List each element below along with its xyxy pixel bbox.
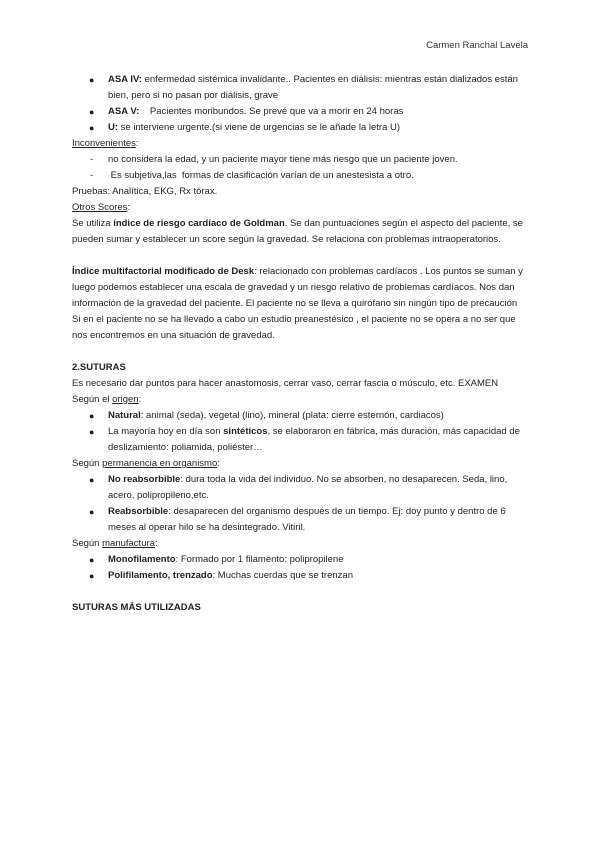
list-item-inconveniente: - Es subjetiva,las formas de clasificación varían de un anestesista a otro. <box>72 168 532 184</box>
bullet-icon: ● <box>89 571 95 581</box>
list-item-polifilamento: ● Polifilamento, trenzado: Muchas cuerdas que se trenzan <box>72 568 532 584</box>
paragraph-desk: Índice multifactorial modificado de Desk: relacionado con problemas cardíacos . Los puntos se suman y luego podemos establecer una escala de gravedad y un riesgo relativo de problemas cardíacos. Nos dan información de la gravedad del paciente. El paciente no se lleva a quirófano sin ningún tipo de precaución <box>72 266 523 309</box>
bullet-icon: ● <box>89 555 95 565</box>
bullet-icon: ● <box>89 507 95 517</box>
section-title-otros-scores: Otros Scores: <box>72 202 131 213</box>
bullet-icon: ● <box>89 107 95 117</box>
subsection-origen: Según el origen: <box>72 394 142 405</box>
pruebas-line: Pruebas: Analítica, EKG, Rx tórax. <box>72 186 218 197</box>
subsection-permanencia: Según permanencia en organismo: <box>72 458 220 469</box>
bullet-icon: ● <box>89 427 95 437</box>
list-item-asa-iv: ● ASA IV: enfermedad sistémica invalidante.. Pacientes en diálisis: mientras están dializados están bien, pero si no pasan por diálisis, grave <box>89 74 518 101</box>
bullet-icon: ● <box>89 123 95 133</box>
bullet-icon: ● <box>89 411 95 421</box>
subsection-manufactura: Según manufactura: <box>72 538 158 549</box>
paragraph-goldman: Se utiliza índice de riesgo cardíaco de Goldman. Se dan puntuaciones según el aspecto del paciente, se pueden sumar y establecer un score según la gravedad. Se relaciona con problemas intraoperatorios. <box>72 218 523 245</box>
page-content <box>72 72 532 616</box>
section-heading-suturas: 2.SUTURAS <box>72 362 126 373</box>
bullet-icon: ● <box>89 75 95 85</box>
dash-marker: - <box>90 154 94 165</box>
bullet-icon: ● <box>89 475 95 485</box>
list-item-sinteticos: ● La mayoría hoy en día son sintéticos, se elaboraron en fábrica, más duración, más capacidad de deslizamiento: poliamida, poliéster… <box>89 426 520 453</box>
page-header-author: Carmen Ranchal Lavela <box>426 40 528 51</box>
list-item-reabsorbible: ● Reabsorbible: desaparecen del organismo después de un tiempo. Ej: doy punto y dentro de 6 meses al operar hilo se ha desintegrado. Vitiril. <box>89 506 506 533</box>
list-item-monofilamento: ● Monofilamento: Formado por 1 filamento: polipropilene <box>72 552 532 568</box>
list-item-no-reabsorbible: ● No reabsorbible: dura toda la vida del individuo. No se absorben, no desaparecen. Seda, lino, acero, polipropileno,etc. <box>89 474 508 501</box>
list-item-asa-v: ● ASA V: Pacientes moribundos. Se prevé que va a morir en 24 horas <box>72 104 532 120</box>
section-heading-suturas-mas-utilizadas: SUTURAS MÁS UTILIZADAS <box>72 602 201 613</box>
dash-marker: - <box>90 170 94 181</box>
list-item-natural: ● Natural: animal (seda), vegetal (lino), mineral (plata: cierre esternón, cardiacos) <box>72 408 532 424</box>
paragraph-preanestesico: Si en el paciente no se ha llevado a cabo un estudio preanestésico , el paciente no se opera a no ser que nos encontremos en una situación de gravedad. <box>72 314 516 341</box>
list-item-inconveniente: - no considera la edad, y un paciente mayor tiene más riesgo que un paciente joven. <box>72 152 532 168</box>
section-title-inconvenientes: Inconvenientes: <box>72 138 139 149</box>
list-item-asa-u: ● U: se interviene urgente.(si viene de urgencias se le añade la letra U) <box>72 120 532 136</box>
paragraph-suturas-intro: Es necesario dar puntos para hacer anastomosis, cerrar vaso, cerrar fascia o músculo, etc. EXAMEN <box>72 378 499 389</box>
